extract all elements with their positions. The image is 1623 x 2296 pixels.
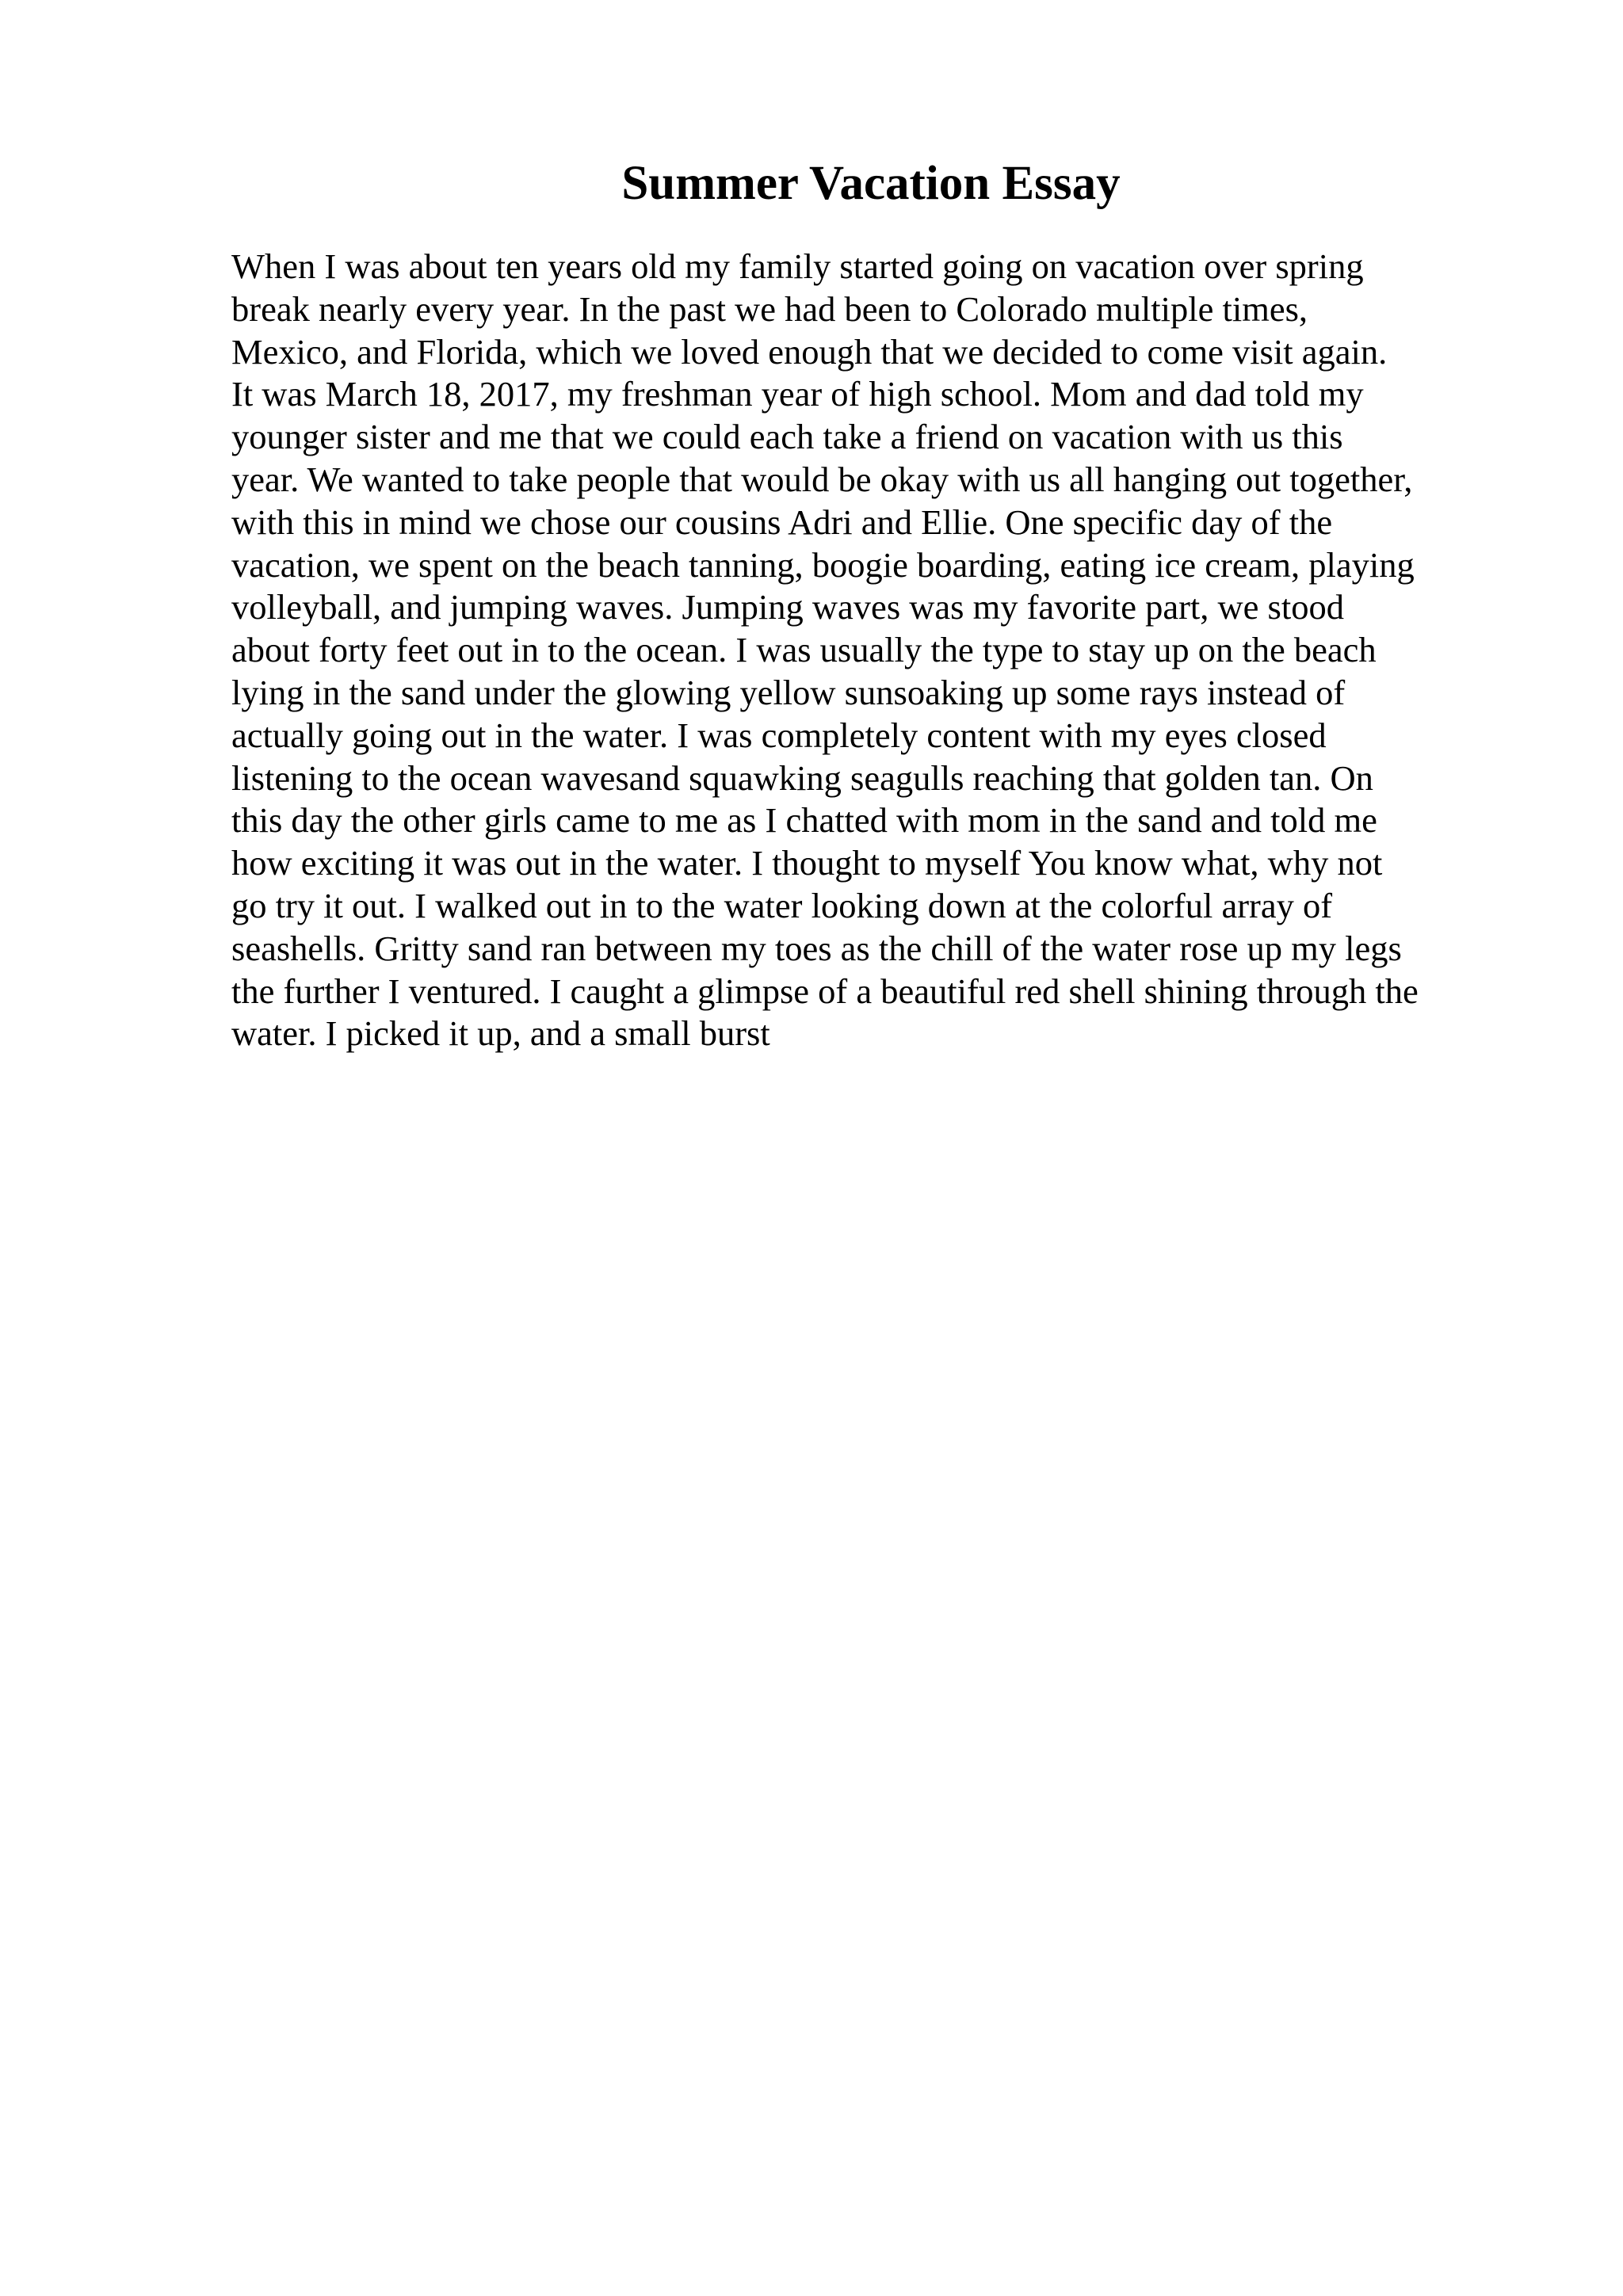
essay-line: When I was about ten years old my family started going on vacation over spring — [231, 246, 1364, 286]
essay-line: water. I picked it up, and a small burst — [231, 1013, 770, 1054]
essay-line: go try it out. I walked out in to the water looking down at the colorful array of — [231, 885, 1333, 925]
essay-line: with this in mind we chose our cousins Adri and Ellie. One specific day of the — [231, 502, 1333, 542]
essay-line: lying in the sand under the glowing yellow sunsoaking up some rays instead of — [231, 672, 1346, 712]
essay-line: actually going out in the water. I was completely content with my eyes closed — [231, 715, 1327, 755]
essay-line: vacation, we spent on the beach tanning, boogie boarding, eating ice cream, playing — [231, 544, 1415, 585]
essay-line: listening to the ocean wavesand squawking seagulls reaching that golden tan. On — [231, 757, 1373, 798]
essay-line: about forty feet out in to the ocean. I was usually the type to stay up on the beach — [231, 630, 1377, 670]
essay-body — [231, 246, 1499, 1055]
essay-line: It was March 18, 2017, my freshman year of high school. Mom and dad told my — [231, 374, 1364, 414]
essay-line: Mexico, and Florida, which we loved enough that we decided to come visit again. — [231, 331, 1388, 372]
essay-line: break nearly every year. In the past we had been to Colorado multiple times, — [231, 288, 1308, 329]
essay-line: the further I ventured. I caught a glimpse of a beautiful red shell shining through the — [231, 971, 1419, 1011]
document-title: Summer Vacation Essay — [621, 157, 1121, 210]
essay-line: year. We wanted to take people that would be okay with us all hanging out together, — [231, 459, 1413, 499]
essay-line: this day the other girls came to me as I chatted with mom in the sand and told me — [231, 800, 1377, 841]
essay-line: how exciting it was out in the water. I thought to myself You know what, why not — [231, 843, 1383, 883]
essay-line: seashells. Gritty sand ran between my toes as the chill of the water rose up my legs — [231, 928, 1402, 968]
essay-line: younger sister and me that we could each take a friend on vacation with us this — [231, 417, 1343, 457]
essay-line: volleyball, and jumping waves. Jumping waves was my favorite part, we stood — [231, 587, 1344, 627]
